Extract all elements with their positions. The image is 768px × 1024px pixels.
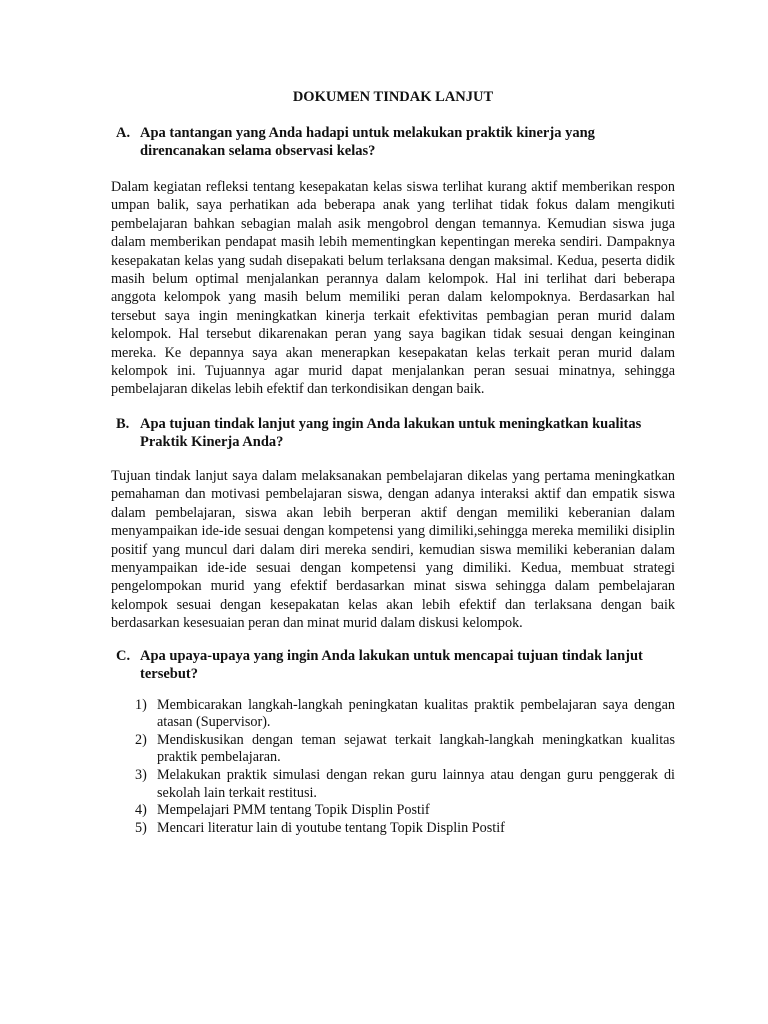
list-item bbox=[111, 767, 675, 802]
list-item-number: 3) bbox=[135, 766, 147, 783]
list-item-number: 4) bbox=[135, 802, 147, 819]
question-c-marker: C. bbox=[116, 647, 131, 664]
question-b-marker: B. bbox=[116, 415, 130, 432]
question-c bbox=[111, 647, 675, 683]
list-item-text: Mencari literatur lain di youtube tentang Topik Displin Postif bbox=[157, 819, 505, 836]
question-a-marker: A. bbox=[116, 125, 131, 141]
document-page bbox=[111, 88, 675, 837]
answer-b: Tujuan tindak lanjut saya dalam melaksanakan pembelajaran dikelas yang pertama meningkatkan pemahaman dan motivasi pembelajaran siswa, dengan adanya interaksi aktif dan empatik siswa dalam pembelajaran, siswa akan lebih berperan aktif dengan memiliki keberanian dalam menyampaikan ide-ide sesuai dengan kompetensi yang dimiliki,sehingga mereka memiliki disiplin positif yang muncul dari dalam diri mereka sendiri, kemudian siswa memiliki keberanian dalam menyampaikan ide-ide sesuai dengan kompetensi yang dimiliki. Kedua, membuat strategi pengelompokan murid yang efektif berdasarkan minat siswa sehingga dalam pembelajaran kelompok sesuai dengan kesepakatan kelas akan lebih efektif dan terlaksana dengan baik berdasarkan kesesuaian peran dan minat murid dalam diskusi kelompok. bbox=[111, 467, 675, 632]
list-item-text: Mempelajari PMM tentang Topik Displin Postif bbox=[157, 802, 430, 819]
question-b-text: Apa tujuan tindak lanjut yang ingin Anda lakukan untuk meningkatkan kualitas Praktik Kinerja Anda? bbox=[140, 415, 642, 450]
question-c-text: Apa upaya-upaya yang ingin Anda lakukan untuk mencapai tujuan tindak lanjut tersebut? bbox=[140, 647, 643, 682]
action-steps-list bbox=[111, 697, 675, 838]
list-item bbox=[111, 732, 675, 767]
list-item bbox=[111, 820, 675, 838]
list-item-text: Mendiskusikan dengan teman sejawat terkait langkah-langkah meningkatkan kualitas praktik pembelajaran. bbox=[157, 731, 675, 766]
list-item-number: 5) bbox=[135, 819, 147, 836]
question-a bbox=[111, 124, 675, 160]
list-item-number: 2) bbox=[135, 731, 147, 748]
list-item-text: Melakukan praktik simulasi dengan rekan guru lainnya atau dengan guru penggerak di sekolah lain terkait restitusi. bbox=[157, 766, 675, 801]
document-title: DOKUMEN TINDAK LANJUT bbox=[292, 89, 494, 105]
question-a-text: Apa tantangan yang Anda hadapi untuk melakukan praktik kinerja yang direncanakan selama observasi kelas? bbox=[140, 125, 595, 159]
list-item-text: Membicarakan langkah-langkah peningkatan kualitas praktik pembelajaran saya dengan atasan (Supervisor). bbox=[157, 696, 675, 731]
answer-a: Dalam kegiatan refleksi tentang kesepakatan kelas siswa terlihat kurang aktif memberikan respon umpan balik, saya perhatikan ada beberapa anak yang terlihat tidak fokus dalam mengikuti pembelajaran bahkan sebagian malah asik mengobrol dengan temannya. Kemudian siswa juga dalam memberikan pendapat masih lebih mementingkan kepentingan mereka sendiri. Dampaknya kesepakatan kelas yang sudah disepakati belum terlaksana dengan maksimal. Kedua, peserta didik masih belum optimal menjalankan perannya dalam kelompok. Hal ini terlihat dari beberapa anggota kelompok yang masih belum memiliki peran dalam kelompoknya. Berdasarkan hal tersebut saya ingin meningkatkan kinerja terkait efektivitas pembagian peran murid dalam kelompok. Hal tersebut dikarenakan peran yang saya bagikan tidak sesuai dengan keinginan mereka. Ke depannya saya akan menerapkan kesepakatan kelas terkait peran murid dalam kelompok ini. Tujuannya agar murid dapat menjalankan peran sesuai minatnya, sehingga pembelajaran dikelas lebih efektif dan terkondisikan dengan baik. bbox=[111, 179, 675, 398]
list-item bbox=[111, 697, 675, 732]
question-b bbox=[111, 415, 675, 451]
list-item-number: 1) bbox=[135, 696, 147, 713]
list-item bbox=[111, 802, 675, 820]
